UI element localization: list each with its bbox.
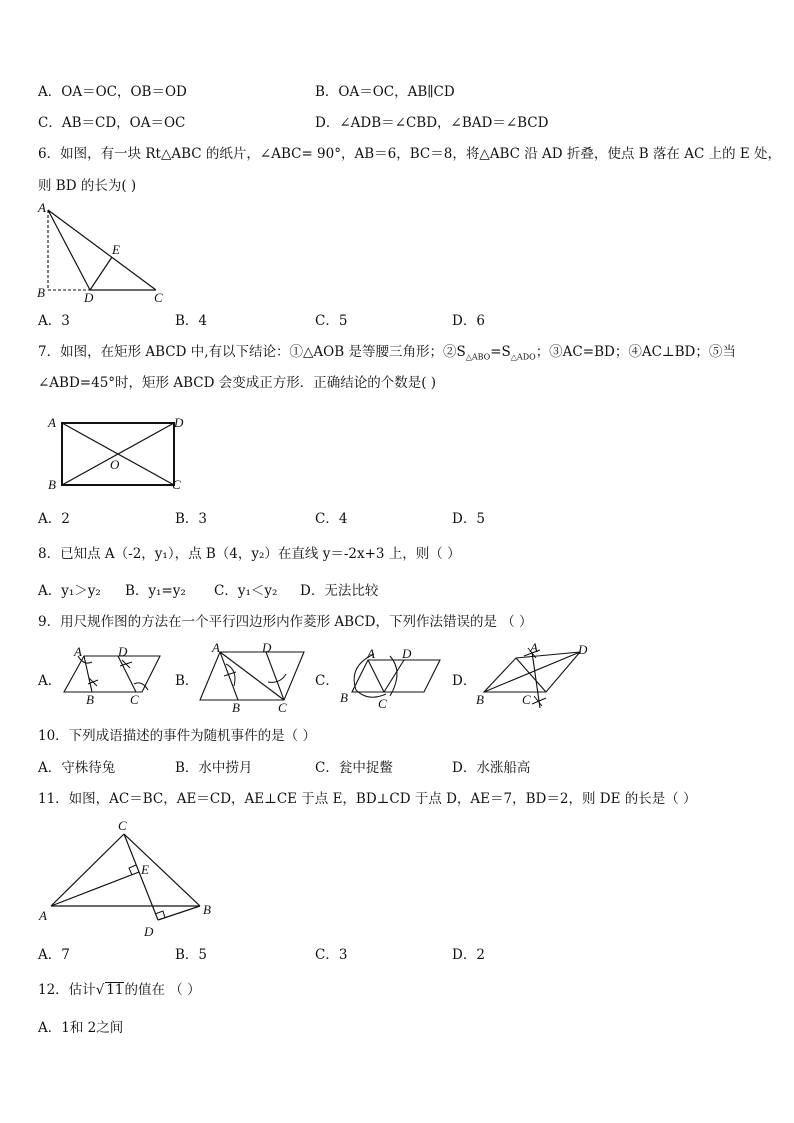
q5-option-c: C．AB＝CD，OA＝OC bbox=[38, 115, 186, 131]
q6-label-b: B bbox=[37, 285, 45, 300]
q7-figure bbox=[44, 412, 194, 494]
q11-segment-bd bbox=[158, 906, 200, 920]
q5-option-d: D．∠ADB＝∠CBD，∠BAD＝∠BCD bbox=[315, 115, 549, 131]
q6-segment-ad bbox=[48, 210, 90, 290]
q6-option-a: A．3 bbox=[38, 313, 70, 329]
q10-question: 10．下列成语描述的事件为随机事件的是（ ） bbox=[38, 728, 316, 744]
q9d-label-a: A bbox=[530, 640, 538, 655]
q11-label-e: E bbox=[141, 862, 149, 877]
q6-label-c: C bbox=[154, 290, 163, 305]
q8-option-d: D．无法比较 bbox=[300, 583, 379, 599]
q7-label-o: O bbox=[110, 457, 120, 472]
q7-label-c: C bbox=[172, 477, 181, 492]
q6-label-e: E bbox=[112, 242, 120, 257]
q9a-label-a: A bbox=[74, 644, 82, 659]
q11-figure bbox=[34, 814, 224, 944]
q7-option-a: A．2 bbox=[38, 511, 70, 527]
q12-question bbox=[38, 981, 201, 999]
q6-question-line2: 则 BD 的长为( ) bbox=[38, 178, 137, 194]
q6-option-b: B．4 bbox=[175, 313, 208, 329]
q12-text-part2: 的值在 （ ） bbox=[124, 982, 201, 998]
q11-option-b: B．5 bbox=[175, 947, 208, 963]
q7-question-line2: ∠ABD=45°时，矩形 ABCD 会变成正方形．正确结论的个数是( ) bbox=[38, 375, 437, 391]
q9c-label-d: D bbox=[402, 646, 412, 661]
q8-question: 8．已知点 A（-2，y₁），点 B（4，y₂）在直线 y＝-2x+3 上，则（ ） bbox=[38, 546, 461, 562]
q7-label-b: B bbox=[48, 477, 56, 492]
q7-option-d: D．5 bbox=[452, 511, 485, 527]
q11-segment-ac bbox=[51, 834, 124, 906]
q11-segment-bc bbox=[124, 834, 200, 906]
q7-subscript-ado: △ADO bbox=[510, 352, 536, 362]
q7-label-d: D bbox=[174, 415, 184, 430]
q11-label-b: B bbox=[203, 902, 211, 917]
q12-option-a: A．1和 2之间 bbox=[38, 1020, 124, 1036]
q7-text-eq: =S bbox=[490, 344, 511, 360]
q6-segment-de bbox=[90, 257, 112, 290]
q12-text-part1: 12．估计 bbox=[38, 982, 96, 998]
q6-question-line1: 6．如图，有一块 Rt△ABC 的纸片，∠ABC= 90°，AB＝6，BC＝8，将△ABC 沿 AD 折叠，使点 B 落在 AC 上的 E 处， bbox=[38, 146, 782, 162]
q6-option-c: C．5 bbox=[315, 313, 348, 329]
q9c-label-b: B bbox=[340, 690, 348, 705]
q9-figure-c bbox=[334, 642, 446, 712]
q7-option-c: C．4 bbox=[315, 511, 348, 527]
q9d-label-b: B bbox=[476, 692, 484, 707]
q7-label-a: A bbox=[48, 415, 56, 430]
q12-radicand: 11 bbox=[106, 982, 124, 998]
q11-label-a: A bbox=[39, 908, 47, 923]
q9-option-b-letter: B． bbox=[175, 673, 199, 689]
q10-option-a: A．守株待兔 bbox=[38, 760, 116, 776]
q11-label-c: C bbox=[118, 818, 127, 833]
q9b-label-c: C bbox=[278, 700, 287, 714]
q7-text-part2: ；③AC=BD；④AC⊥BD；⑤当 bbox=[535, 344, 736, 360]
q6-segment-ac bbox=[48, 210, 156, 290]
q9a-label-c: C bbox=[130, 692, 139, 706]
q6-option-d: D．6 bbox=[452, 313, 485, 329]
q9b-label-a: A bbox=[212, 640, 220, 655]
q7-question-line1 bbox=[38, 343, 736, 367]
q9-figure-b bbox=[196, 640, 314, 714]
q9b-label-d: D bbox=[262, 640, 272, 655]
q9a-label-d: D bbox=[118, 644, 128, 659]
sqrt-symbol: √ bbox=[95, 982, 105, 998]
q7-text-part1: 7．如图，在矩形 ABCD 中,有以下结论：①△AOB 是等腰三角形；②S bbox=[38, 344, 466, 360]
q8-option-b: B．y₁=y₂ bbox=[125, 583, 186, 599]
q6-label-d: D bbox=[84, 290, 94, 305]
q9-option-c-letter: C． bbox=[315, 673, 339, 689]
q5-option-a: A．OA＝OC，OB＝OD bbox=[38, 84, 187, 100]
q6-figure bbox=[34, 198, 184, 306]
q9c-label-c: C bbox=[378, 696, 387, 711]
q9-figure-a bbox=[58, 644, 176, 706]
q5-option-b: B．OA＝OC，AB∥CD bbox=[315, 84, 455, 100]
q11-segment-cd bbox=[124, 834, 158, 920]
q11-option-c: C．3 bbox=[315, 947, 348, 963]
q9d-label-c: C bbox=[522, 692, 531, 707]
q9-option-d-letter: D． bbox=[452, 673, 477, 689]
q9-question: 9．用尺规作图的方法在一个平行四边形内作菱形 ABCD，下列作法错误的是 （ ） bbox=[38, 614, 533, 630]
q8-option-a: A．y₁＞y₂ bbox=[38, 583, 101, 599]
q7-subscript-abo: △ABO bbox=[465, 352, 491, 362]
q9-figure-d bbox=[474, 640, 598, 714]
q9c-label-a: A bbox=[367, 646, 375, 661]
q10-option-d: D．水涨船高 bbox=[452, 760, 531, 776]
q10-option-c: C．瓮中捉鳖 bbox=[315, 760, 393, 776]
q11-question: 11．如图，AC＝BC，AE＝CD，AE⊥CE 于点 E，BD⊥CD 于点 D，AE＝7，BD＝2，则 DE 的长是（ ） bbox=[38, 791, 697, 807]
q9d-label-d: D bbox=[578, 642, 588, 657]
q11-label-d: D bbox=[144, 924, 154, 939]
q7-option-b: B．3 bbox=[175, 511, 208, 527]
q9-option-a-letter: A． bbox=[38, 673, 62, 689]
q11-option-d: D．2 bbox=[452, 947, 485, 963]
q9b-label-b: B bbox=[232, 700, 240, 714]
q6-label-a: A bbox=[38, 200, 46, 215]
q10-option-b: B．水中捞月 bbox=[175, 760, 253, 776]
q8-option-c: C．y₁＜y₂ bbox=[214, 583, 278, 599]
q11-segment-ae bbox=[51, 872, 139, 906]
q9a-label-b: B bbox=[86, 692, 94, 706]
q11-option-a: A．7 bbox=[38, 947, 70, 963]
